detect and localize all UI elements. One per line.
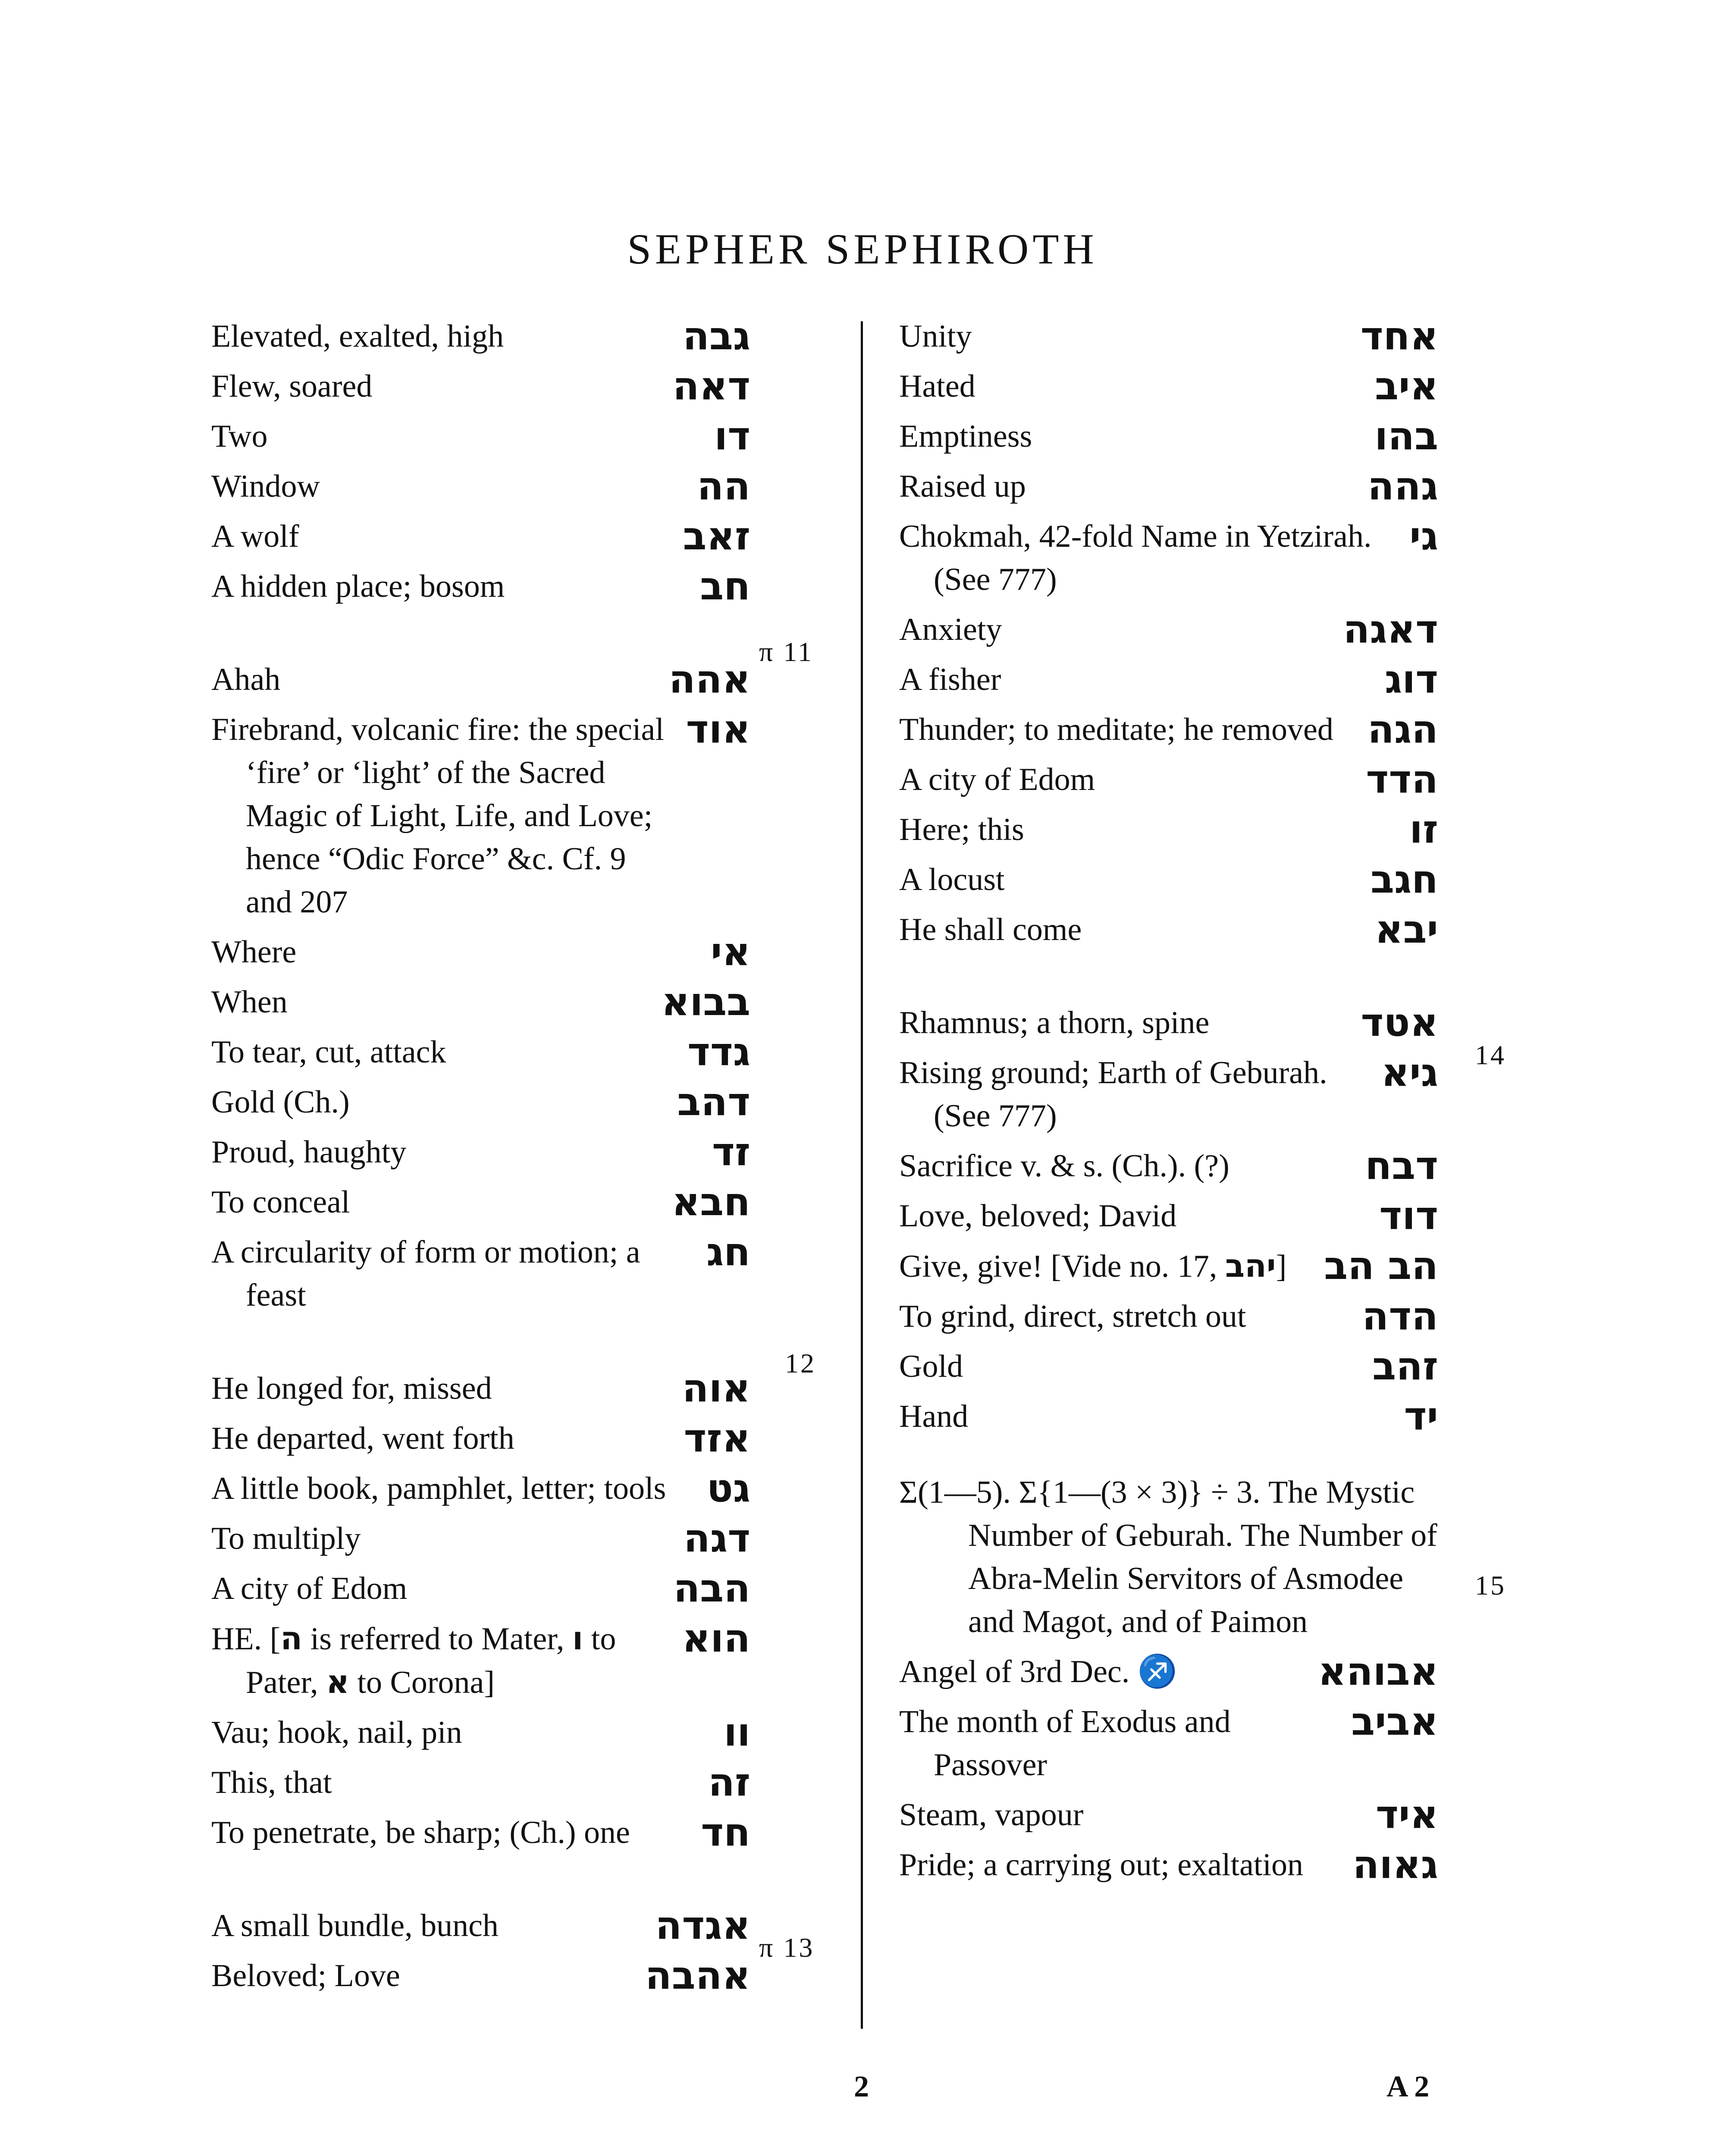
entry-definition: A little book, pamphlet, letter; tools <box>211 1471 666 1506</box>
entry-definition: He departed, went forth <box>211 1421 514 1456</box>
hebrew-word: אוה <box>682 1366 750 1411</box>
list-item <box>211 1517 750 1560</box>
column-divider <box>861 321 863 2029</box>
list-item <box>899 1144 1438 1188</box>
list-item <box>211 1031 750 1074</box>
hebrew-word: גט <box>706 1466 750 1511</box>
list-item <box>899 1194 1438 1238</box>
page-number: 2 <box>854 2070 869 2103</box>
entry-definition: Gold (Ch.) <box>211 1084 350 1120</box>
entry-definition: A city of Edom <box>899 762 1095 797</box>
section-number-13: π 13 <box>759 1932 815 1963</box>
list-item <box>211 1081 750 1124</box>
entry-definition: Love, beloved; David <box>899 1198 1177 1234</box>
hebrew-word: זהב <box>1372 1344 1438 1389</box>
entry-definition: A circularity of form or motion; a feast <box>211 1235 640 1313</box>
hebrew-word: דהב <box>677 1079 750 1125</box>
list-item <box>211 1467 750 1510</box>
list-item <box>211 315 750 358</box>
inline-hebrew: ו <box>572 1620 583 1657</box>
hebrew-word: הוא <box>682 1616 750 1661</box>
list-item <box>211 1811 750 1854</box>
list-item <box>899 1793 1438 1836</box>
hebrew-word: חבא <box>671 1179 750 1225</box>
left-column <box>211 315 750 2004</box>
entry-definition: A small bundle, bunch <box>211 1908 499 1943</box>
entry-definition: Proud, haughty <box>211 1134 407 1170</box>
hebrew-word: דוג <box>1384 657 1438 702</box>
entry-definition: Beloved; Love <box>211 1958 400 1993</box>
inline-hebrew: ה <box>280 1620 303 1657</box>
list-item <box>899 515 1438 601</box>
list-item <box>899 808 1438 851</box>
list-item <box>211 1711 750 1754</box>
section-gap <box>211 615 750 658</box>
entry-definition: He shall come <box>899 912 1082 947</box>
list-item <box>899 708 1438 751</box>
printer-signature: A 2 <box>1386 2070 1430 2103</box>
list-item <box>211 1617 750 1704</box>
entry-definition: Hated <box>899 369 975 404</box>
inline-hebrew: א <box>326 1664 349 1701</box>
definition-text: to Corona] <box>349 1665 495 1700</box>
entry-definition: A city of Edom <box>211 1571 408 1606</box>
list-item <box>899 1295 1438 1338</box>
list-item <box>899 1051 1438 1138</box>
list-item <box>899 1244 1438 1288</box>
definition-text: is referred to Mater, <box>302 1621 572 1657</box>
hebrew-word: הגה <box>1367 707 1438 752</box>
entry-definition: Sacrifice v. & s. (Ch.). (?) <box>899 1148 1229 1184</box>
section-gap <box>899 958 1438 1001</box>
hebrew-word: בבוא <box>661 979 750 1025</box>
list-item <box>899 1395 1438 1438</box>
entry-definition: The month of Exodus and Passover <box>899 1704 1231 1783</box>
entry-definition <box>211 1617 665 1704</box>
section-15-note: Σ(1—5). Σ{1—(3 × 3)} ÷ 3. The Mystic Number of Geburah. The Number of Abra-Melin Servitors of Asmodee and Magot, and of Paimon <box>899 1475 1437 1639</box>
hebrew-word: חגב <box>1371 857 1438 902</box>
entry-definition: Firebrand, volcanic fire: the special ‘fire’ or ‘light’ of the Sacred Magic of Light, Life, and Love; hence “Odic Force” &c. Cf. 9 and 207 <box>211 712 664 920</box>
hebrew-word: דגה <box>684 1516 750 1561</box>
entry-definition: Elevated, exalted, high <box>211 319 504 354</box>
list-item <box>899 658 1438 701</box>
hebrew-word: גי <box>1409 514 1438 559</box>
hebrew-word: אי <box>710 929 750 975</box>
entry-definition: Angel of 3rd Dec. ♐ <box>899 1654 1177 1689</box>
section-number-15: 15 <box>1475 1570 1506 1601</box>
list-item <box>899 858 1438 901</box>
list-item <box>211 981 750 1024</box>
list-item <box>211 1367 750 1410</box>
list-item <box>211 515 750 558</box>
entry-definition: This, that <box>211 1765 332 1800</box>
list-item <box>211 1417 750 1460</box>
section-note <box>899 1471 1438 1643</box>
entry-definition: Vau; hook, nail, pin <box>211 1715 462 1750</box>
section-gap <box>211 1324 750 1367</box>
hebrew-word: דוד <box>1379 1193 1438 1238</box>
hebrew-word: זד <box>712 1129 750 1175</box>
page-title: SEPHER SEPHIROTH <box>627 225 1098 273</box>
entry-definition: Thunder; to meditate; he removed <box>899 712 1333 747</box>
hebrew-word: איב <box>1375 364 1438 409</box>
list-item <box>899 758 1438 801</box>
hebrew-word: איד <box>1376 1792 1438 1837</box>
list-item <box>211 1567 750 1610</box>
hebrew-word: אטד <box>1361 1000 1438 1045</box>
definition-text: HE. [ <box>211 1621 281 1657</box>
entry-definition: Rising ground; Earth of Geburah. (See 777) <box>899 1055 1327 1134</box>
hebrew-word: זה <box>708 1760 750 1805</box>
entry-definition: Where <box>211 934 297 970</box>
hebrew-word: חד <box>701 1810 750 1855</box>
section-number-11: π 11 <box>759 636 813 667</box>
list-item <box>899 908 1438 951</box>
list-item <box>211 415 750 458</box>
hebrew-word: אוד <box>686 707 750 752</box>
list-item <box>211 1954 750 1997</box>
entry-definition: Unity <box>899 319 972 354</box>
section-number-12: 12 <box>785 1348 816 1379</box>
hebrew-word: גדד <box>687 1029 750 1075</box>
hebrew-word: הה <box>697 464 750 509</box>
hebrew-word: הב הב <box>1324 1243 1438 1288</box>
hebrew-word: אביב <box>1351 1699 1438 1744</box>
hebrew-word: חג <box>706 1229 750 1275</box>
entry-definition: To tear, cut, attack <box>211 1034 446 1070</box>
entry-definition: Gold <box>899 1349 963 1384</box>
entry-definition: Steam, vapour <box>899 1797 1084 1833</box>
entry-definition: To multiply <box>211 1521 361 1556</box>
hebrew-word: דאגה <box>1343 607 1438 652</box>
right-column <box>899 315 1438 1893</box>
list-item <box>899 1700 1438 1786</box>
list-item <box>211 565 750 608</box>
section-gap <box>211 1861 750 1904</box>
hebrew-word: אהה <box>668 657 750 702</box>
list-item <box>211 365 750 408</box>
entry-definition <box>899 1244 1307 1288</box>
inline-hebrew: יהב <box>1225 1247 1276 1285</box>
entry-definition: Flew, soared <box>211 369 373 404</box>
entry-definition: Raised up <box>899 469 1026 504</box>
section-gap <box>899 1445 1438 1471</box>
list-item <box>211 1904 750 1947</box>
hebrew-word: גיא <box>1381 1050 1438 1095</box>
hebrew-word: גהה <box>1367 464 1438 509</box>
entry-definition: A locust <box>899 862 1005 897</box>
entry-definition: Pride; a carrying out; exaltation <box>899 1847 1304 1883</box>
hebrew-word: אזד <box>684 1416 750 1461</box>
list-item <box>899 465 1438 508</box>
entry-definition: To grind, direct, stretch out <box>899 1299 1246 1334</box>
list-item <box>211 658 750 701</box>
section-number-14: 14 <box>1475 1040 1506 1070</box>
entry-definition: When <box>211 984 288 1020</box>
hebrew-word: הדה <box>1362 1294 1438 1339</box>
definition-text: to Pater, <box>246 1621 616 1700</box>
list-item <box>211 465 750 508</box>
entry-definition: A hidden place; bosom <box>211 569 505 604</box>
hebrew-word: אגדה <box>655 1903 750 1948</box>
hebrew-word: דבח <box>1365 1143 1438 1188</box>
list-item <box>899 1001 1438 1044</box>
list-item <box>899 365 1438 408</box>
hebrew-word: אהבה <box>645 1953 750 1998</box>
entry-definition: Chokmah, 42-fold Name in Yetzirah. (See 777) <box>899 519 1372 597</box>
hebrew-word: אבוהא <box>1318 1649 1438 1694</box>
hebrew-word: זו <box>1409 807 1438 852</box>
hebrew-word: גאוה <box>1352 1842 1438 1887</box>
entry-definition: Hand <box>899 1399 969 1434</box>
list-item <box>211 1761 750 1804</box>
entry-definition: Anxiety <box>899 612 1002 647</box>
hebrew-word: דו <box>714 414 750 459</box>
list-item <box>211 1181 750 1224</box>
hebrew-word: יד <box>1404 1394 1438 1439</box>
list-item <box>899 415 1438 458</box>
list-item <box>899 1345 1438 1388</box>
entry-definition: He longed for, missed <box>211 1371 492 1406</box>
entry-definition: A fisher <box>899 662 1001 697</box>
definition-text: ] <box>1276 1249 1287 1284</box>
definition-text: Give, give! [Vide no. 17, <box>899 1249 1225 1284</box>
entry-definition: To penetrate, be sharp; (Ch.) one <box>211 1815 630 1850</box>
list-item <box>899 1843 1438 1887</box>
list-item <box>211 1231 750 1317</box>
hebrew-word: אחד <box>1360 313 1438 359</box>
hebrew-word: יבא <box>1375 907 1438 952</box>
list-item <box>211 708 750 924</box>
hebrew-word: גבה <box>683 313 750 359</box>
list-item <box>211 1131 750 1174</box>
hebrew-word: זאב <box>683 514 750 559</box>
entry-definition: Rhamnus; a thorn, spine <box>899 1005 1210 1040</box>
entry-definition: Ahah <box>211 662 281 697</box>
list-item <box>899 315 1438 358</box>
entry-definition: Here; this <box>899 812 1024 847</box>
hebrew-word: דאה <box>672 364 750 409</box>
entry-definition: Emptiness <box>899 419 1032 454</box>
list-item <box>899 1650 1438 1693</box>
entry-definition: Window <box>211 469 320 504</box>
hebrew-word: הבה <box>673 1566 750 1611</box>
entry-definition: To conceal <box>211 1185 350 1220</box>
hebrew-word: חב <box>700 564 750 609</box>
list-item <box>899 608 1438 651</box>
hebrew-word: וו <box>724 1710 750 1755</box>
hebrew-word: בהו <box>1374 414 1438 459</box>
entry-definition: Two <box>211 419 268 454</box>
entry-definition: A wolf <box>211 519 299 554</box>
hebrew-word: הדד <box>1366 757 1438 802</box>
list-item <box>211 931 750 974</box>
